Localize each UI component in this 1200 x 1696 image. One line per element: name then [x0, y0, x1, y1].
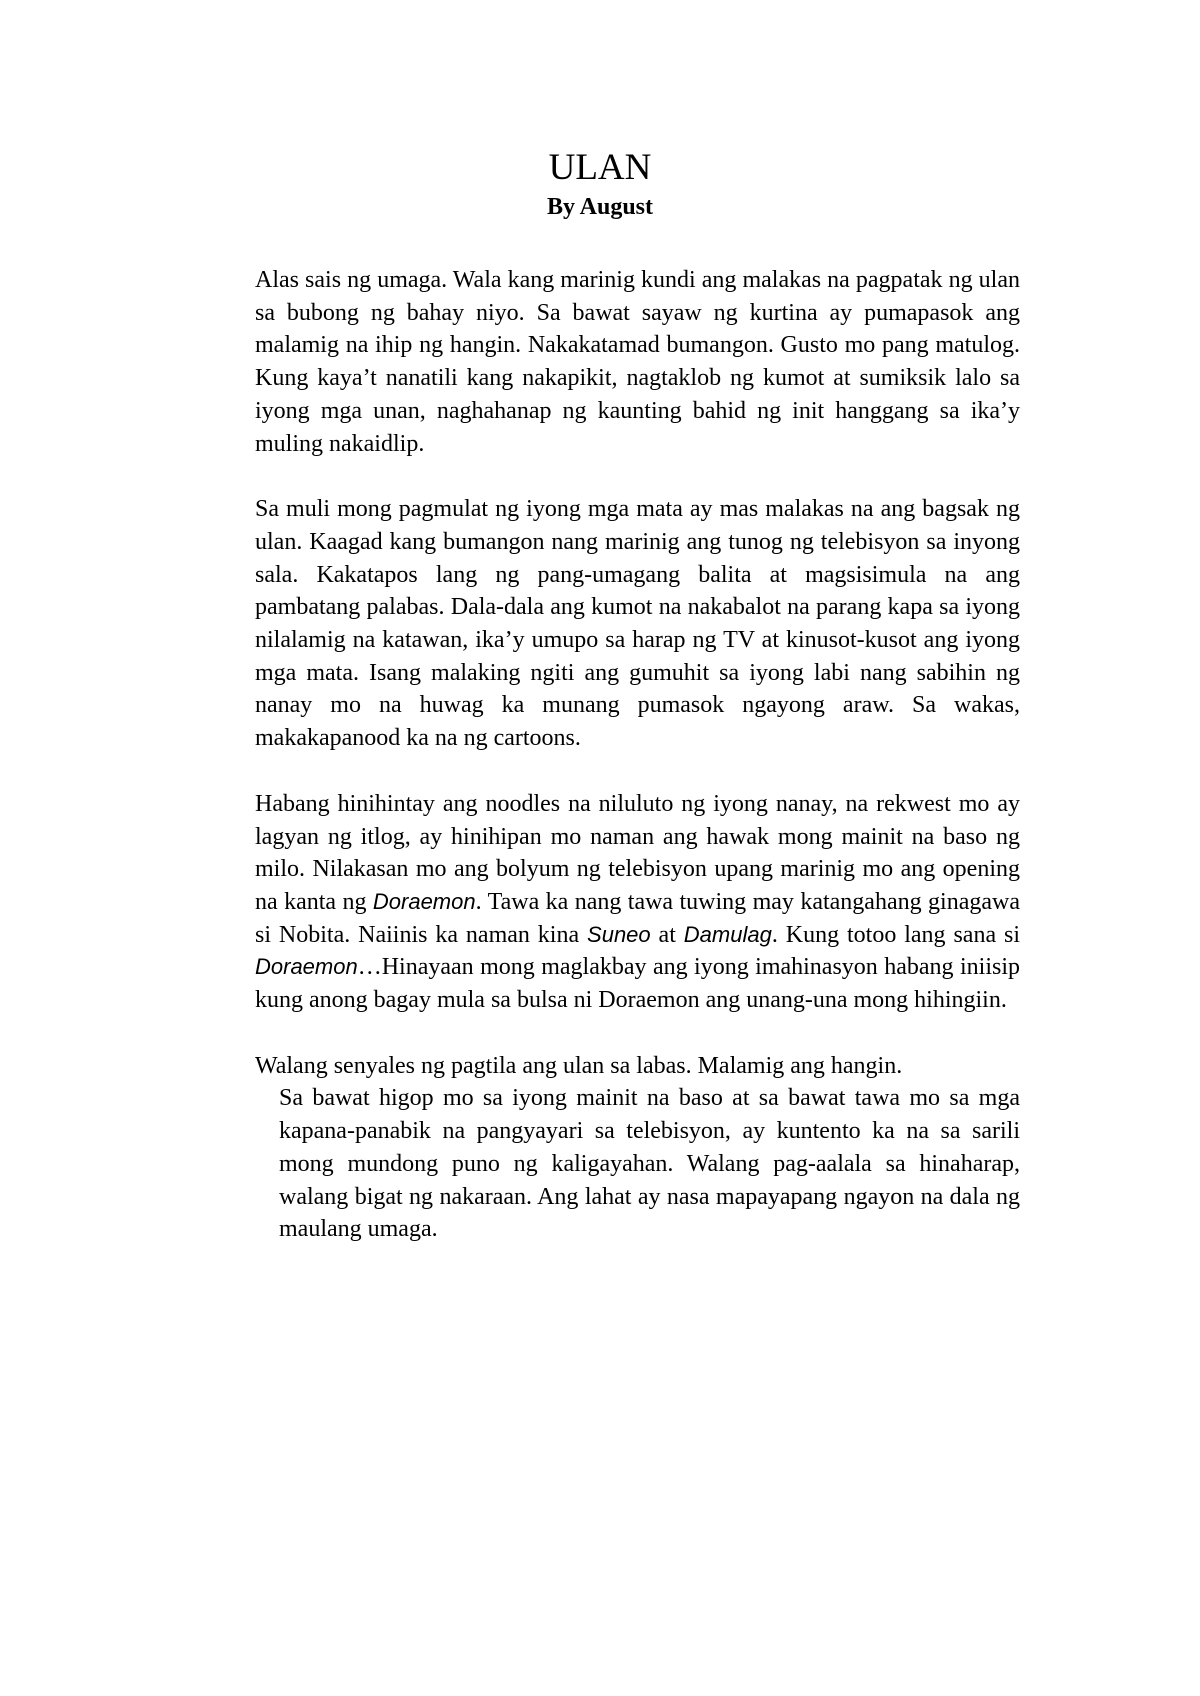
paragraph-4-indented-text: Sa bawat higop mo sa iyong mainit na baso at sa bawat tawa mo sa mga kapana-panabik na pangyayari sa telebisyon, ay kuntento ka na sa sarili mong mundong puno ng kaligayahan. Walang pag-aalala sa hinaharap, walang bigat ng nakaraan. Ang lahat ay nasa mapayapang ngayon na dala ng maulang umaga.: [279, 1085, 1020, 1243]
document-body: [255, 264, 1020, 1279]
italic-doraemon: Doraemon: [372, 888, 476, 914]
paragraph-3: [255, 788, 1020, 1017]
document-author: By August: [546, 194, 654, 220]
document-title: ULAN: [548, 147, 652, 188]
paragraph-3-text-d: . Kung totoo lang sana si: [771, 921, 1021, 948]
paragraph-1: Alas sais ng umaga. Wala kang marinig kundi ang malakas na pagpatak ng ulan sa bubong ng bahay niyo. Sa bawat sayaw ng kurtina ay pumapasok ang malamig na ihip ng hangin. Nakakatamad bumangon. Gusto mo pang matulog. Kung kaya’t nanatili kang nakapikit, nagtaklob ng kumot at sumiksik lalo sa iyong mga unan, naghahanap ng kaunting bahid ng init hanggang sa ika’y muling nakaidlip.: [255, 267, 1020, 457]
paragraph-3-text-c: at: [650, 921, 684, 948]
paragraph-4-first-line: Walang senyales ng pagtila ang ulan sa labas. Malamig ang hangin.: [255, 1052, 903, 1079]
italic-doraemon-2: Doraemon: [255, 954, 358, 980]
paragraph-4: [255, 1050, 1020, 1246]
paragraph-2: Sa muli mong pagmulat ng iyong mga mata ay mas malakas na ang bagsak ng ulan. Kaagad kang bumangon nang marinig ang tunog ng telebisyon sa inyong sala. Kakatapos lang ng pang-umagang balita at magsisimula na ang pambatang palabas. Dala-dala ang kumot na nakabalot na parang kapa sa iyong nilalamig na katawan, ika’y umupo sa harap ng TV at kinusot-kusot ang iyong mga mata. Isang malaking ngiti ang gumuhit sa iyong labi nang sabihin ng nanay mo na huwag ka munang pumasok ngayong araw. Sa wakas, makakapanood ka na ng cartoons.: [255, 496, 1020, 752]
italic-damulag: Damulag: [683, 921, 772, 947]
paragraph-3-text-e: …Hinayaan mong maglakbay ang iyong imahinasyon habang iniisip kung anong bagay mula sa bulsa ni Doraemon ang unang-una mong hihingiin.: [255, 954, 1020, 1014]
italic-suneo: Suneo: [587, 921, 651, 947]
paragraph-3-text-b: . Tawa ka nang tawa tuwing may katangahang ginagawa si Nobita. Naiinis ka naman kina: [255, 888, 1020, 948]
paragraph-3-text-a: Habang hinihintay ang noodles na niluluto ng iyong nanay, na rekwest mo ay lagyan ng itlog, ay hinihipan mo naman ang hawak mong mainit na baso ng milo. Nilakasan mo ang bolyum ng telebisyon upang marinig mo ang opening na kanta ng: [255, 790, 1020, 915]
